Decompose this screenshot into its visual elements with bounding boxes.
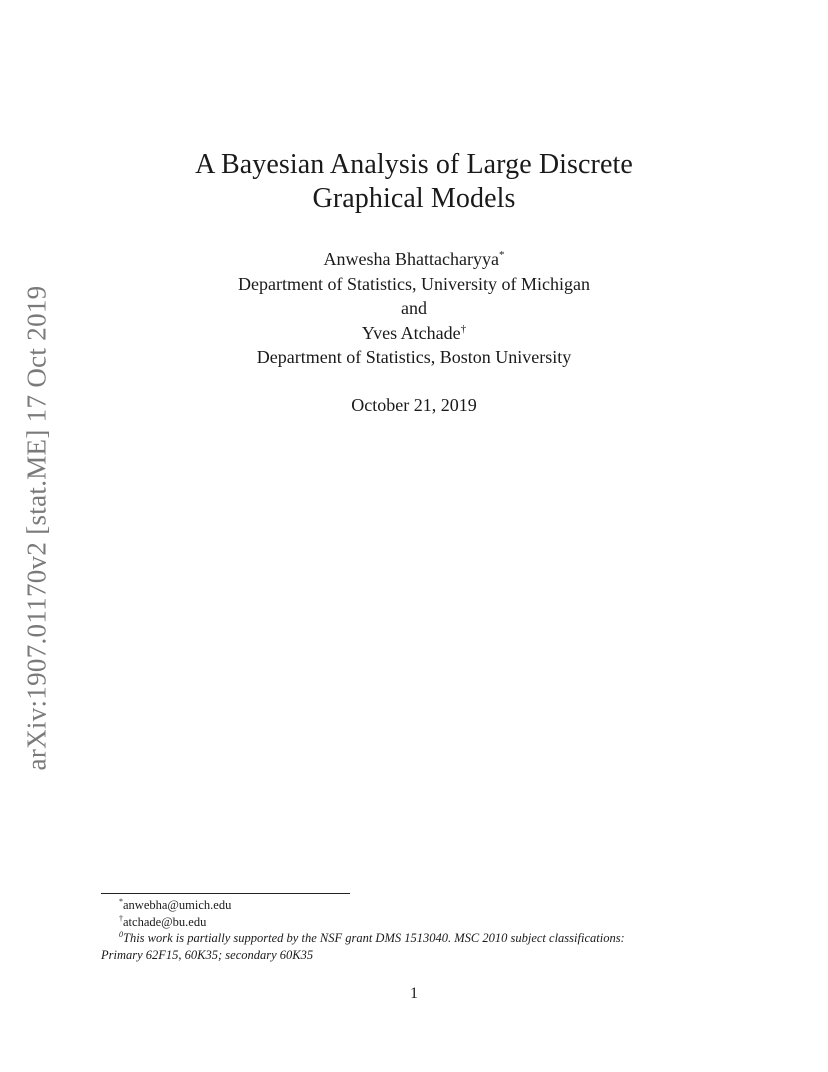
title-line-1: A Bayesian Analysis of Large Discrete	[195, 149, 633, 180]
author-1-footnote-mark: *	[498, 249, 505, 261]
author-1-name: Anwesha Bhattacharyya	[323, 249, 499, 269]
footnote-divider	[101, 893, 350, 894]
author-2-affiliation: Department of Statistics, Boston University	[256, 347, 572, 367]
paper-title	[0, 148, 828, 216]
authors-block	[0, 247, 828, 370]
footnote-2	[101, 914, 727, 931]
title-line-2: Graphical Models	[312, 183, 516, 214]
author-2-name: Yves Atchade	[361, 322, 461, 343]
footnote-2-mark: †	[119, 913, 123, 923]
footnote-1-mark: *	[119, 897, 123, 906]
footnote-1-email: anwebha@umich.edu	[123, 898, 232, 912]
page-number: 1	[410, 985, 418, 1002]
footnote-3-text-line-1: This work is partially supported by the NSF grant DMS 1513040. MSC 2010 subject classifications:	[123, 931, 625, 945]
footnote-3	[101, 930, 727, 947]
author-2-footnote-mark: †	[460, 322, 467, 335]
author-1-affiliation: Department of Statistics, University of Michigan	[238, 273, 590, 294]
footnote-3-continuation: Primary 62F15, 60K35; secondary 60K35	[101, 947, 314, 962]
footnote-3-mark: 0	[119, 930, 123, 939]
author-2	[0, 321, 828, 346]
paper-date: October 21, 2019	[351, 395, 477, 415]
footnotes	[101, 897, 727, 963]
author-separator-and: and	[401, 298, 427, 318]
arxiv-identifier-stamp: arXiv:1907.01170v2 [stat.ME] 17 Oct 2019	[21, 285, 52, 771]
footnote-2-email: atchade@bu.edu	[123, 914, 207, 929]
author-1	[0, 247, 828, 272]
footnote-1	[101, 897, 727, 914]
